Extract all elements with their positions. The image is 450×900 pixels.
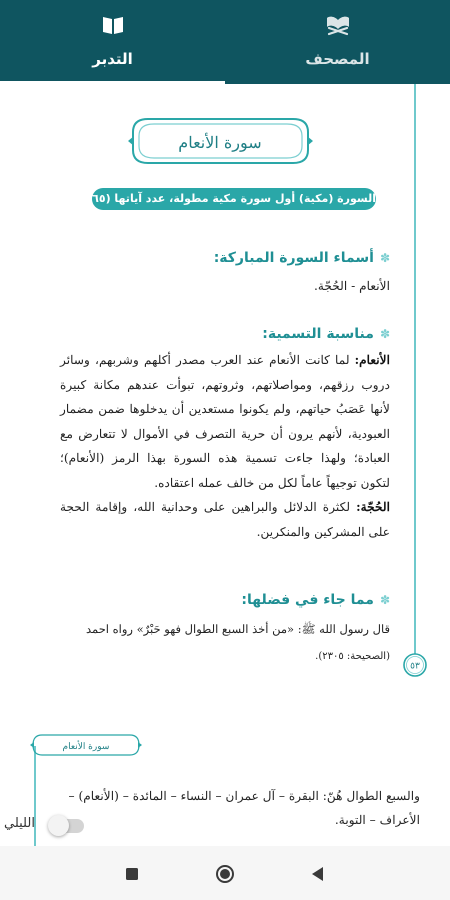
section-heading-naming-text: مناسبة التسمية: xyxy=(262,326,374,342)
section-heading-names xyxy=(214,250,390,266)
page-number-medallion xyxy=(401,651,429,679)
night-mode-switch-knob[interactable] xyxy=(48,815,69,836)
next-page-paragraph: والسبع الطوال هُنّ: البقرة – آل عمران – النساء – المائدة – (الأنعام) – الأعراف – التوبة. xyxy=(68,789,420,827)
recent-apps-icon[interactable] xyxy=(120,862,144,886)
flower-bullet-icon: ✽ xyxy=(379,327,390,341)
next-page-title-cartouche xyxy=(30,732,142,758)
names-paragraph: الأنعام - الحُجّة. xyxy=(314,279,390,293)
term-anaam: الأنعام: xyxy=(354,353,390,367)
surah-info-pill: السورة (مكية) أول سورة مكية مطولة، عدد آياتها (١٦٥) xyxy=(92,188,376,210)
flower-bullet-icon: ✽ xyxy=(379,593,390,607)
home-icon[interactable] xyxy=(213,862,237,886)
open-book-icon xyxy=(101,14,125,36)
quran-stand-icon xyxy=(326,14,350,36)
back-icon[interactable] xyxy=(306,862,330,886)
term-hujja: الحُجّة: xyxy=(356,500,390,514)
naming-text-2: لكثرة الدلائل والبراهين على وحدانية الله، وإقامة الحجة على المشركين والمنكرين. xyxy=(60,500,390,539)
section-heading-virtue-text: مما جاء في فضلها: xyxy=(241,592,374,608)
top-tab-bar xyxy=(0,0,450,84)
page-number: ٥٣ xyxy=(410,661,420,672)
flower-bullet-icon: ✽ xyxy=(379,251,390,265)
next-page-title-text: سورة الأنعام xyxy=(62,742,110,752)
surah-title-text: سورة الأنعام xyxy=(178,133,262,152)
section-heading-names-text: أسماء السورة المباركة: xyxy=(213,250,374,266)
virtue-paragraph xyxy=(60,616,390,670)
tab-tadabbur-label: التدبر xyxy=(92,50,133,68)
tab-tadabbur[interactable] xyxy=(0,0,225,84)
night-mode-label: الليلي xyxy=(4,816,35,831)
page-border-line xyxy=(414,84,416,654)
section-heading-naming xyxy=(262,326,390,342)
virtue-reference: (الصحيحة: ٢٣٠٥). xyxy=(315,651,390,662)
system-nav-bar xyxy=(0,846,450,900)
section-heading-virtue xyxy=(241,592,390,608)
naming-text-1: لما كانت الأنعام عند العرب مصدر أكلهم وشربهم، وسائر دروب رزقهم، ومواصلاتهم، وثروتهم، تبوأت عندهم مكانة كبيرة لأنها عَصَبُ حياتهم، ولم يكونوا مستعدين أن يدخلوها ضمن مضمار العبودية، لأنهم يرون أن حرية التصرف في الأموال لا تتعارض مع العبادة؛ ولهذا جاءت تسمية هذه السورة بهذا الرمز (الأنعام)؛ لتكون توجيهاً عاماً لكل من خالف عمله اعتقاده. xyxy=(60,353,390,490)
naming-paragraph xyxy=(60,348,390,544)
virtue-hadith: قال رسول الله ﷺ: «من أخذ السبع الطوال فهو حَبْرٌ» رواه احمد xyxy=(86,622,390,636)
night-mode-toggle[interactable] xyxy=(4,812,88,838)
tab-mushaf[interactable] xyxy=(225,0,450,84)
book-page[interactable] xyxy=(0,84,450,846)
tab-mushaf-label: المصحف xyxy=(305,50,370,68)
surah-title-cartouche xyxy=(128,114,313,168)
